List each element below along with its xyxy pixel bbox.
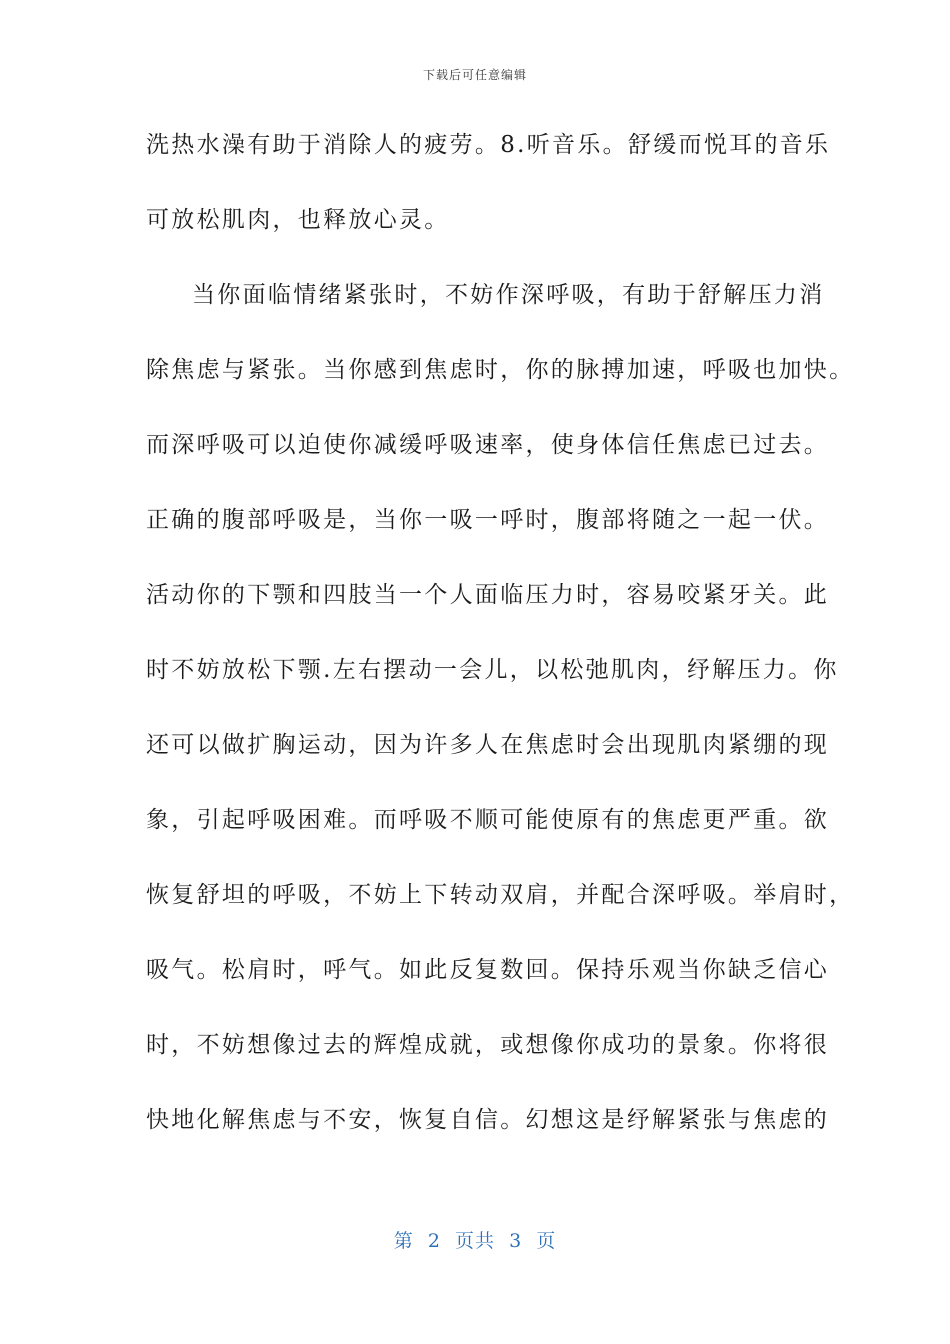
paragraph-first-line: 当你面临情绪紧张时，不妨作深呼吸，有助于舒解压力消 xyxy=(192,282,825,308)
page-number: 第 2 页共 3 页 xyxy=(393,1230,557,1252)
header-note: 下载后可任意编辑 xyxy=(422,68,527,82)
text-line: 快地化解焦虑与不安，恢复自信。幻想这是纾解紧张与焦虑的 xyxy=(146,1107,830,1133)
text-line: 除焦虑与紧张。当你感到焦虑时，你的脉搏加速，呼吸也加快。 xyxy=(146,357,855,383)
text-line: 可放松肌肉，也释放心灵。 xyxy=(146,207,450,233)
text-line: 时，不妨想像过去的辉煌成就，或想像你成功的景象。你将很 xyxy=(146,1032,830,1058)
text-line: 还可以做扩胸运动，因为许多人在焦虑时会出现肌肉紧绷的现 xyxy=(146,732,830,758)
text-line: 时不妨放松下颚.左右摆动一会儿，以松弛肌肉，纾解压力。你 xyxy=(146,657,839,683)
text-line: 正确的腹部呼吸是，当你一吸一呼时，腹部将随之一起一伏。 xyxy=(146,507,830,533)
text-line: 而深呼吸可以迫使你减缓呼吸速率，使身体信任焦虑已过去。 xyxy=(146,432,830,458)
text-line: 象，引起呼吸困难。而呼吸不顺可能使原有的焦虑更严重。欲 xyxy=(146,807,830,833)
text-line: 恢复舒坦的呼吸，不妨上下转动双肩，并配合深呼吸。举肩时， xyxy=(146,882,855,908)
text-line: 洗热水澡有助于消除人的疲劳。8.听音乐。舒缓而悦耳的音乐 xyxy=(146,132,831,158)
text-line: 吸气。松肩时，呼气。如此反复数回。保持乐观当你缺乏信心 xyxy=(146,957,830,983)
text-line: 活动你的下颚和四肢当一个人面临压力时，容易咬紧牙关。此 xyxy=(146,582,830,608)
